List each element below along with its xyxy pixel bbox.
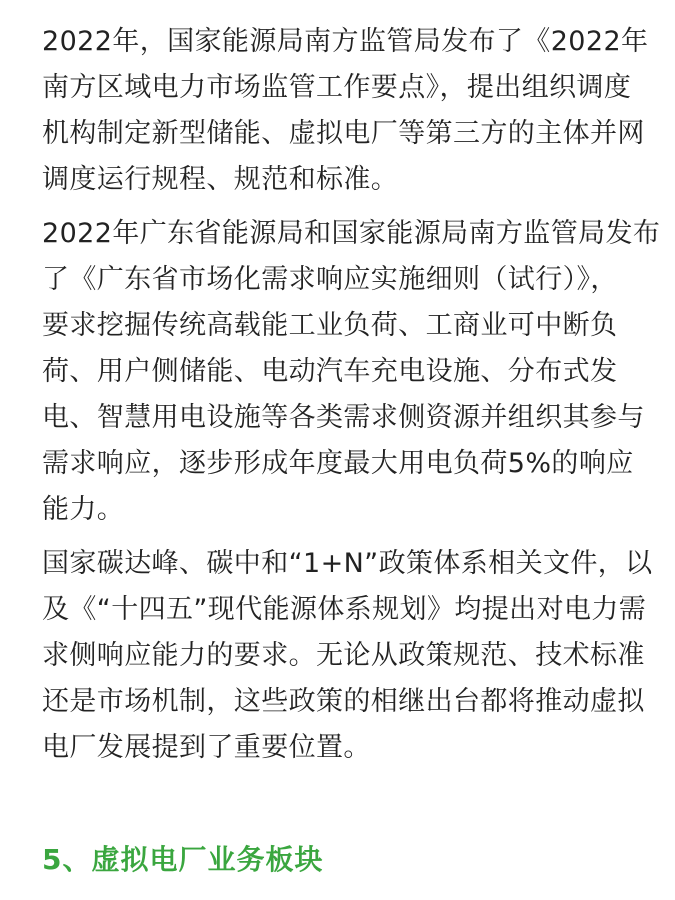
paragraph-line: 南方区域电力市场监管工作要点》，提出组织调度 xyxy=(42,72,632,103)
paragraph-line: 机构制定新型储能、虚拟电厂等第三方的主体并网 xyxy=(42,118,645,149)
paragraph-line: 求侧响应能力的要求。无论从政策规范、技术标准 xyxy=(42,640,645,671)
section-heading: 5、虚拟电厂业务板块 xyxy=(42,843,324,876)
paragraph-line: 还是市场机制，这些政策的相继出台都将推动虚拟 xyxy=(42,686,645,717)
paragraph-line: 2022年广东省能源局和国家能源局南方监管局发布 xyxy=(42,218,661,249)
paragraph-policy-south-region xyxy=(42,19,648,203)
paragraph-line: 2022年，国家能源局南方监管局发布了《2022年 xyxy=(42,26,649,57)
paragraph-line: 能力。 xyxy=(42,494,125,525)
paragraph-line: 荷、用户侧储能、电动汽车充电设施、分布式发 xyxy=(42,356,618,387)
paragraph-line: 调度运行规程、规范和标准。 xyxy=(42,164,399,195)
paragraph-line: 了《广东省市场化需求响应实施细则（试行）》， xyxy=(42,264,618,295)
paragraph-line: 国家碳达峰、碳中和“1+N”政策体系相关文件，以 xyxy=(42,548,653,579)
paragraph-line: 电厂发展提到了重要位置。 xyxy=(42,732,371,763)
paragraph-line: 需求响应，逐步形成年度最大用电负荷5%的响应 xyxy=(42,448,634,479)
paragraph-line: 及《“十四五”现代能源体系规划》均提出对电力需 xyxy=(42,594,647,625)
paragraph-line: 电、智慧用电设施等各类需求侧资源并组织其参与 xyxy=(42,402,645,433)
paragraph-line: 要求挖掘传统高载能工业负荷、工商业可中断负 xyxy=(42,310,618,341)
paragraph-carbon-policy xyxy=(42,541,653,771)
paragraph-guangdong-demand-response xyxy=(42,211,660,533)
